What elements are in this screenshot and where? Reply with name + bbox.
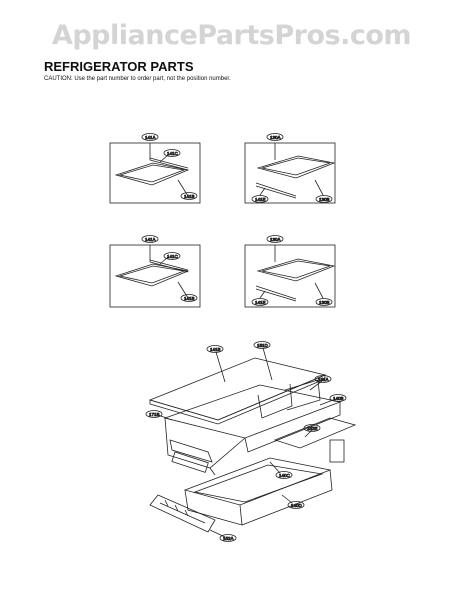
callout-label: 140B [333,396,344,401]
callout-label: 140D [291,503,302,508]
diagram-shelf-141-bottom [110,236,200,308]
callout-label: 130B [319,197,330,202]
callout-label: 151D [257,343,268,348]
callout-label: 130A [270,135,281,140]
callout-label: 141C [167,151,178,156]
callout-label: 141E [255,300,266,305]
diagram-shelf-130-bottom [245,236,335,308]
callout-label: 141B [184,194,195,199]
callout-label: 141B [184,296,195,301]
callout-label: 130A [270,237,281,242]
diagram-shelf-130-top [245,134,335,204]
callout-label: 141C [167,254,178,259]
callout-label: 141A [145,135,156,140]
diagram-crisper-assembly [146,342,355,542]
diagram-shelf-141-top [110,134,200,204]
watermark-logo: AppliancePartsPros.com [51,20,412,51]
callout-label: 141A [145,237,156,242]
callout-label: 152E [307,426,318,431]
caution-note: CAUTION: Use the part number to order part, not the position number. [44,76,231,82]
callout-label: 140C [279,473,290,478]
callout-label: 130B [319,300,330,305]
callout-label: 141E [255,197,266,202]
callout-label: 151A [318,377,329,382]
page-title: REFRIGERATOR PARTS [44,59,194,74]
callout-label: 152A [223,536,234,541]
callout-label: 141B [210,347,221,352]
callout-label: 171B [149,412,160,417]
